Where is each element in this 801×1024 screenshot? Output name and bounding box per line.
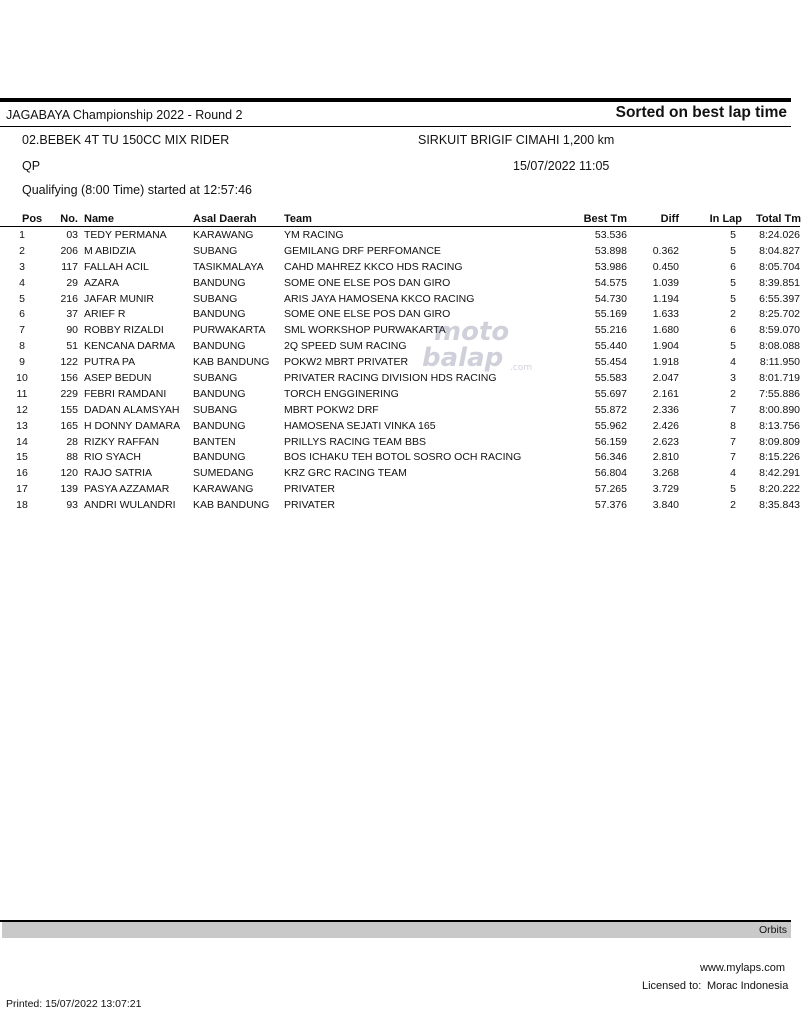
cell-total-time: 7:55.886 (759, 387, 800, 400)
cell-in-lap: 5 (730, 276, 736, 289)
col-header-region: Asal Daerah (193, 212, 257, 225)
cell-region: TASIKMALAYA (193, 260, 264, 273)
cell-in-lap: 5 (730, 483, 736, 496)
cell-team: PRIVATER (284, 483, 335, 496)
cell-team: KRZ GRC RACING TEAM (284, 467, 407, 480)
cell-no: 165 (60, 419, 78, 432)
cell-no: 03 (66, 228, 78, 241)
cell-team: PRIVATER RACING DIVISION HDS RACING (284, 371, 497, 384)
cell-in-lap: 8 (730, 419, 736, 432)
class-name: 02.BEBEK 4T TU 150CC MIX RIDER (22, 133, 230, 147)
cell-in-lap: 6 (730, 324, 736, 337)
cell-no: 117 (61, 260, 78, 273)
col-header-in-lap: In Lap (709, 212, 742, 225)
col-header-team: Team (284, 212, 312, 225)
cell-name: RAJO SATRIA (84, 467, 153, 480)
cell-pos: 1 (19, 228, 25, 241)
cell-team: HAMOSENA SEJATI VINKA 165 (284, 419, 436, 432)
cell-diff (627, 227, 679, 243)
cell-diff: 3.840 (652, 499, 679, 512)
cell-best-time: 55.454 (594, 356, 627, 369)
cell-name: PASYA AZZAMAR (84, 483, 170, 496)
cell-best-time: 56.159 (594, 435, 627, 448)
cell-diff: 0.450 (652, 260, 679, 273)
cell-region: BANDUNG (193, 387, 246, 400)
session-code: QP (22, 159, 41, 173)
cell-total-time: 8:09.809 (759, 435, 800, 448)
cell-region: BANDUNG (193, 276, 246, 289)
cell-pos: 4 (19, 276, 25, 289)
cell-best-time: 56.804 (594, 467, 627, 480)
cell-diff: 2.810 (652, 451, 679, 464)
cell-in-lap: 7 (730, 451, 736, 464)
table-row (0, 386, 800, 402)
cell-region: BANDUNG (193, 451, 246, 464)
cell-pos: 2 (19, 244, 25, 257)
cell-region: SUBANG (193, 403, 238, 416)
watermark-suffix: .com (510, 363, 533, 373)
col-header-diff: Diff (660, 212, 679, 225)
cell-no: 93 (66, 499, 78, 512)
cell-pos: 3 (19, 260, 25, 273)
cell-name: RIZKY RAFFAN (84, 435, 160, 448)
cell-in-lap: 2 (730, 387, 736, 400)
cell-total-time: 8:20.222 (759, 483, 800, 496)
cell-no: 155 (60, 403, 78, 416)
cell-pos: 7 (19, 324, 25, 337)
cell-total-time: 8:00.890 (759, 403, 800, 416)
cell-name: PUTRA PA (84, 356, 136, 369)
cell-diff: 2.161 (652, 387, 679, 400)
results-header-row (0, 211, 800, 227)
table-row (0, 434, 800, 450)
sort-label: Sorted on best lap time (615, 104, 787, 121)
cell-team: 2Q SPEED SUM RACING (284, 340, 407, 353)
cell-in-lap: 3 (730, 371, 736, 384)
header-top-rule (0, 98, 791, 102)
cell-no: 156 (60, 371, 78, 384)
website-link[interactable]: www.mylaps.com (700, 962, 785, 974)
cell-team: CAHD MAHREZ KKCO HDS RACING (284, 260, 463, 273)
motobalap-watermark (416, 312, 542, 376)
cell-no: 29 (66, 276, 78, 289)
cell-total-time: 8:01.719 (759, 371, 800, 384)
cell-best-time: 54.575 (594, 276, 627, 289)
cell-no: 90 (66, 324, 78, 337)
cell-pos: 11 (16, 387, 28, 400)
cell-diff: 1.194 (652, 292, 679, 305)
table-row (0, 449, 800, 465)
cell-team: PRIVATER (284, 499, 335, 512)
cell-region: KAB BANDUNG (193, 356, 270, 369)
cell-in-lap: 2 (730, 499, 736, 512)
license-value: Morac Indonesia (707, 980, 789, 992)
watermark-line2: balap (422, 343, 504, 373)
event-title: JAGABAYA Championship 2022 - Round 2 (6, 108, 243, 122)
cell-diff: 2.047 (652, 371, 679, 384)
cell-region: SUBANG (193, 292, 238, 305)
table-row (0, 481, 800, 497)
cell-pos: 12 (16, 403, 28, 416)
cell-name: RIO SYACH (84, 451, 141, 464)
cell-region: SUMEDANG (193, 467, 254, 480)
col-header-total-time: Total Tm (756, 212, 801, 225)
cell-best-time: 53.898 (594, 244, 627, 257)
cell-best-time: 55.169 (594, 308, 627, 321)
cell-pos: 15 (16, 451, 28, 464)
cell-name: ARIEF R (84, 308, 126, 321)
cell-total-time: 6:55.397 (759, 292, 800, 305)
cell-pos: 10 (16, 371, 28, 384)
cell-diff: 2.336 (652, 403, 679, 416)
table-row (0, 418, 800, 434)
cell-region: SUBANG (193, 371, 238, 384)
cell-region: KARAWANG (193, 483, 254, 496)
results-table (0, 211, 800, 513)
table-row (0, 338, 800, 354)
cell-region: KAB BANDUNG (193, 499, 270, 512)
cell-best-time: 55.872 (594, 403, 627, 416)
cell-best-time: 57.265 (594, 483, 627, 496)
cell-region: KARAWANG (193, 228, 254, 241)
table-row (0, 465, 800, 481)
table-row (0, 497, 800, 513)
table-row (0, 402, 800, 418)
cell-diff: 1.633 (652, 308, 679, 321)
circuit-info: SIRKUIT BRIGIF CIMAHI 1,200 km (418, 133, 615, 147)
cell-total-time: 8:11.950 (759, 356, 800, 369)
cell-no: 229 (60, 387, 78, 400)
cell-name: AZARA (84, 276, 120, 289)
cell-pos: 18 (16, 499, 28, 512)
cell-region: BANTEN (193, 435, 236, 448)
cell-best-time: 55.697 (594, 387, 627, 400)
cell-best-time: 53.536 (594, 228, 627, 241)
orbits-label: Orbits (758, 924, 787, 936)
cell-region: BANDUNG (193, 340, 246, 353)
cell-in-lap: 5 (730, 292, 736, 305)
cell-best-time: 53.986 (594, 260, 627, 273)
cell-team: PRILLYS RACING TEAM BBS (284, 435, 426, 448)
cell-region: PURWAKARTA (193, 324, 266, 337)
cell-total-time: 8:59.070 (759, 324, 800, 337)
table-row (0, 227, 800, 243)
cell-diff: 1.039 (652, 276, 679, 289)
col-header-pos: Pos (22, 212, 43, 225)
printed-timestamp: Printed: 15/07/2022 13:07:21 (6, 998, 142, 1010)
license-label: Licensed to: (642, 980, 702, 992)
cell-team: YM RACING (284, 228, 344, 241)
cell-best-time: 56.346 (594, 451, 627, 464)
col-header-best-time: Best Tm (583, 212, 627, 225)
table-row (0, 259, 800, 275)
cell-team: POKW2 MBRT PRIVATER (284, 356, 409, 369)
session-datetime: 15/07/2022 11:05 (513, 159, 610, 173)
cell-team: MBRT POKW2 DRF (284, 403, 379, 416)
cell-no: 216 (60, 292, 78, 305)
cell-total-time: 8:25.702 (759, 308, 800, 321)
cell-region: BANDUNG (193, 308, 246, 321)
cell-pos: 9 (19, 356, 25, 369)
table-row (0, 291, 800, 307)
footer-band (2, 922, 791, 938)
cell-no: 88 (66, 451, 78, 464)
cell-team: TORCH ENGGINERING (284, 387, 399, 400)
cell-name: ANDRI WULANDRI (84, 499, 176, 512)
cell-total-time: 8:35.843 (759, 499, 800, 512)
cell-diff: 1.918 (652, 356, 679, 369)
cell-no: 28 (66, 435, 78, 448)
cell-name: ROBBY RIZALDI (84, 324, 164, 337)
watermark-line1: moto (434, 317, 510, 347)
cell-in-lap: 2 (730, 308, 736, 321)
cell-name: ASEP BEDUN (84, 371, 152, 384)
cell-team: SML WORKSHOP PURWAKARTA (284, 324, 446, 337)
col-header-name: Name (84, 212, 114, 225)
cell-diff: 2.623 (652, 435, 679, 448)
cell-total-time: 8:08.088 (759, 340, 800, 353)
cell-pos: 8 (19, 340, 25, 353)
cell-in-lap: 7 (730, 403, 736, 416)
cell-name: H DONNY DAMARA (84, 419, 181, 432)
cell-in-lap: 4 (730, 467, 736, 480)
cell-name: TEDY PERMANA (84, 228, 167, 241)
cell-in-lap: 5 (730, 244, 736, 257)
cell-name: FALLAH ACIL (84, 260, 149, 273)
col-header-no: No. (60, 212, 78, 225)
cell-in-lap: 5 (730, 228, 736, 241)
cell-total-time: 8:39.851 (759, 276, 800, 289)
cell-diff: 1.904 (652, 340, 679, 353)
table-row (0, 370, 800, 386)
cell-name: DADAN ALAMSYAH (84, 403, 180, 416)
cell-total-time: 8:15.226 (759, 451, 800, 464)
cell-pos: 6 (19, 308, 25, 321)
cell-total-time: 8:42.291 (759, 467, 800, 480)
cell-team: SOME ONE ELSE POS DAN GIRO (284, 276, 451, 289)
cell-team: GEMILANG DRF PERFOMANCE (284, 244, 441, 257)
cell-pos: 14 (16, 435, 28, 448)
cell-total-time: 8:24.026 (759, 228, 800, 241)
cell-diff: 3.268 (652, 467, 679, 480)
cell-diff: 1.680 (652, 324, 679, 337)
cell-best-time: 57.376 (594, 499, 627, 512)
cell-diff: 2.426 (652, 419, 679, 432)
cell-no: 37 (66, 308, 78, 321)
results-body (0, 227, 800, 514)
cell-no: 120 (60, 467, 78, 480)
table-row (0, 322, 800, 338)
cell-in-lap: 6 (730, 260, 736, 273)
session-description: Qualifying (8:00 Time) started at 12:57:46 (22, 183, 252, 197)
cell-total-time: 8:04.827 (759, 244, 800, 257)
cell-in-lap: 5 (730, 340, 736, 353)
cell-pos: 5 (19, 292, 25, 305)
cell-no: 51 (66, 340, 78, 353)
table-row (0, 354, 800, 370)
cell-region: SUBANG (193, 244, 238, 257)
table-row (0, 306, 800, 322)
cell-best-time: 55.962 (594, 419, 627, 432)
cell-region: BANDUNG (193, 419, 246, 432)
cell-best-time: 55.583 (594, 371, 627, 384)
cell-pos: 17 (16, 483, 28, 496)
cell-no: 139 (60, 483, 78, 496)
cell-team: ARIS JAYA HAMOSENA KKCO RACING (284, 292, 475, 305)
cell-diff: 0.362 (652, 244, 679, 257)
cell-pos: 16 (16, 467, 28, 480)
cell-team: BOS ICHAKU TEH BOTOL SOSRO OCH RACING (284, 451, 522, 464)
cell-best-time: 55.216 (594, 324, 627, 337)
cell-name: KENCANA DARMA (84, 340, 176, 353)
cell-pos: 13 (16, 419, 28, 432)
table-row (0, 243, 800, 259)
cell-name: FEBRI RAMDANI (84, 387, 167, 400)
table-row (0, 275, 800, 291)
cell-diff: 3.729 (652, 483, 679, 496)
cell-name: M ABIDZIA (84, 244, 136, 257)
cell-no: 206 (60, 244, 78, 257)
cell-total-time: 8:13.756 (759, 419, 800, 432)
cell-best-time: 54.730 (594, 292, 627, 305)
cell-in-lap: 7 (730, 435, 736, 448)
cell-best-time: 55.440 (594, 340, 627, 353)
cell-total-time: 8:05.704 (759, 260, 800, 273)
cell-in-lap: 4 (730, 356, 736, 369)
cell-team: SOME ONE ELSE POS DAN GIRO (284, 308, 451, 321)
cell-no: 122 (60, 356, 78, 369)
header-divider (0, 126, 791, 127)
cell-name: JAFAR MUNIR (84, 292, 155, 305)
